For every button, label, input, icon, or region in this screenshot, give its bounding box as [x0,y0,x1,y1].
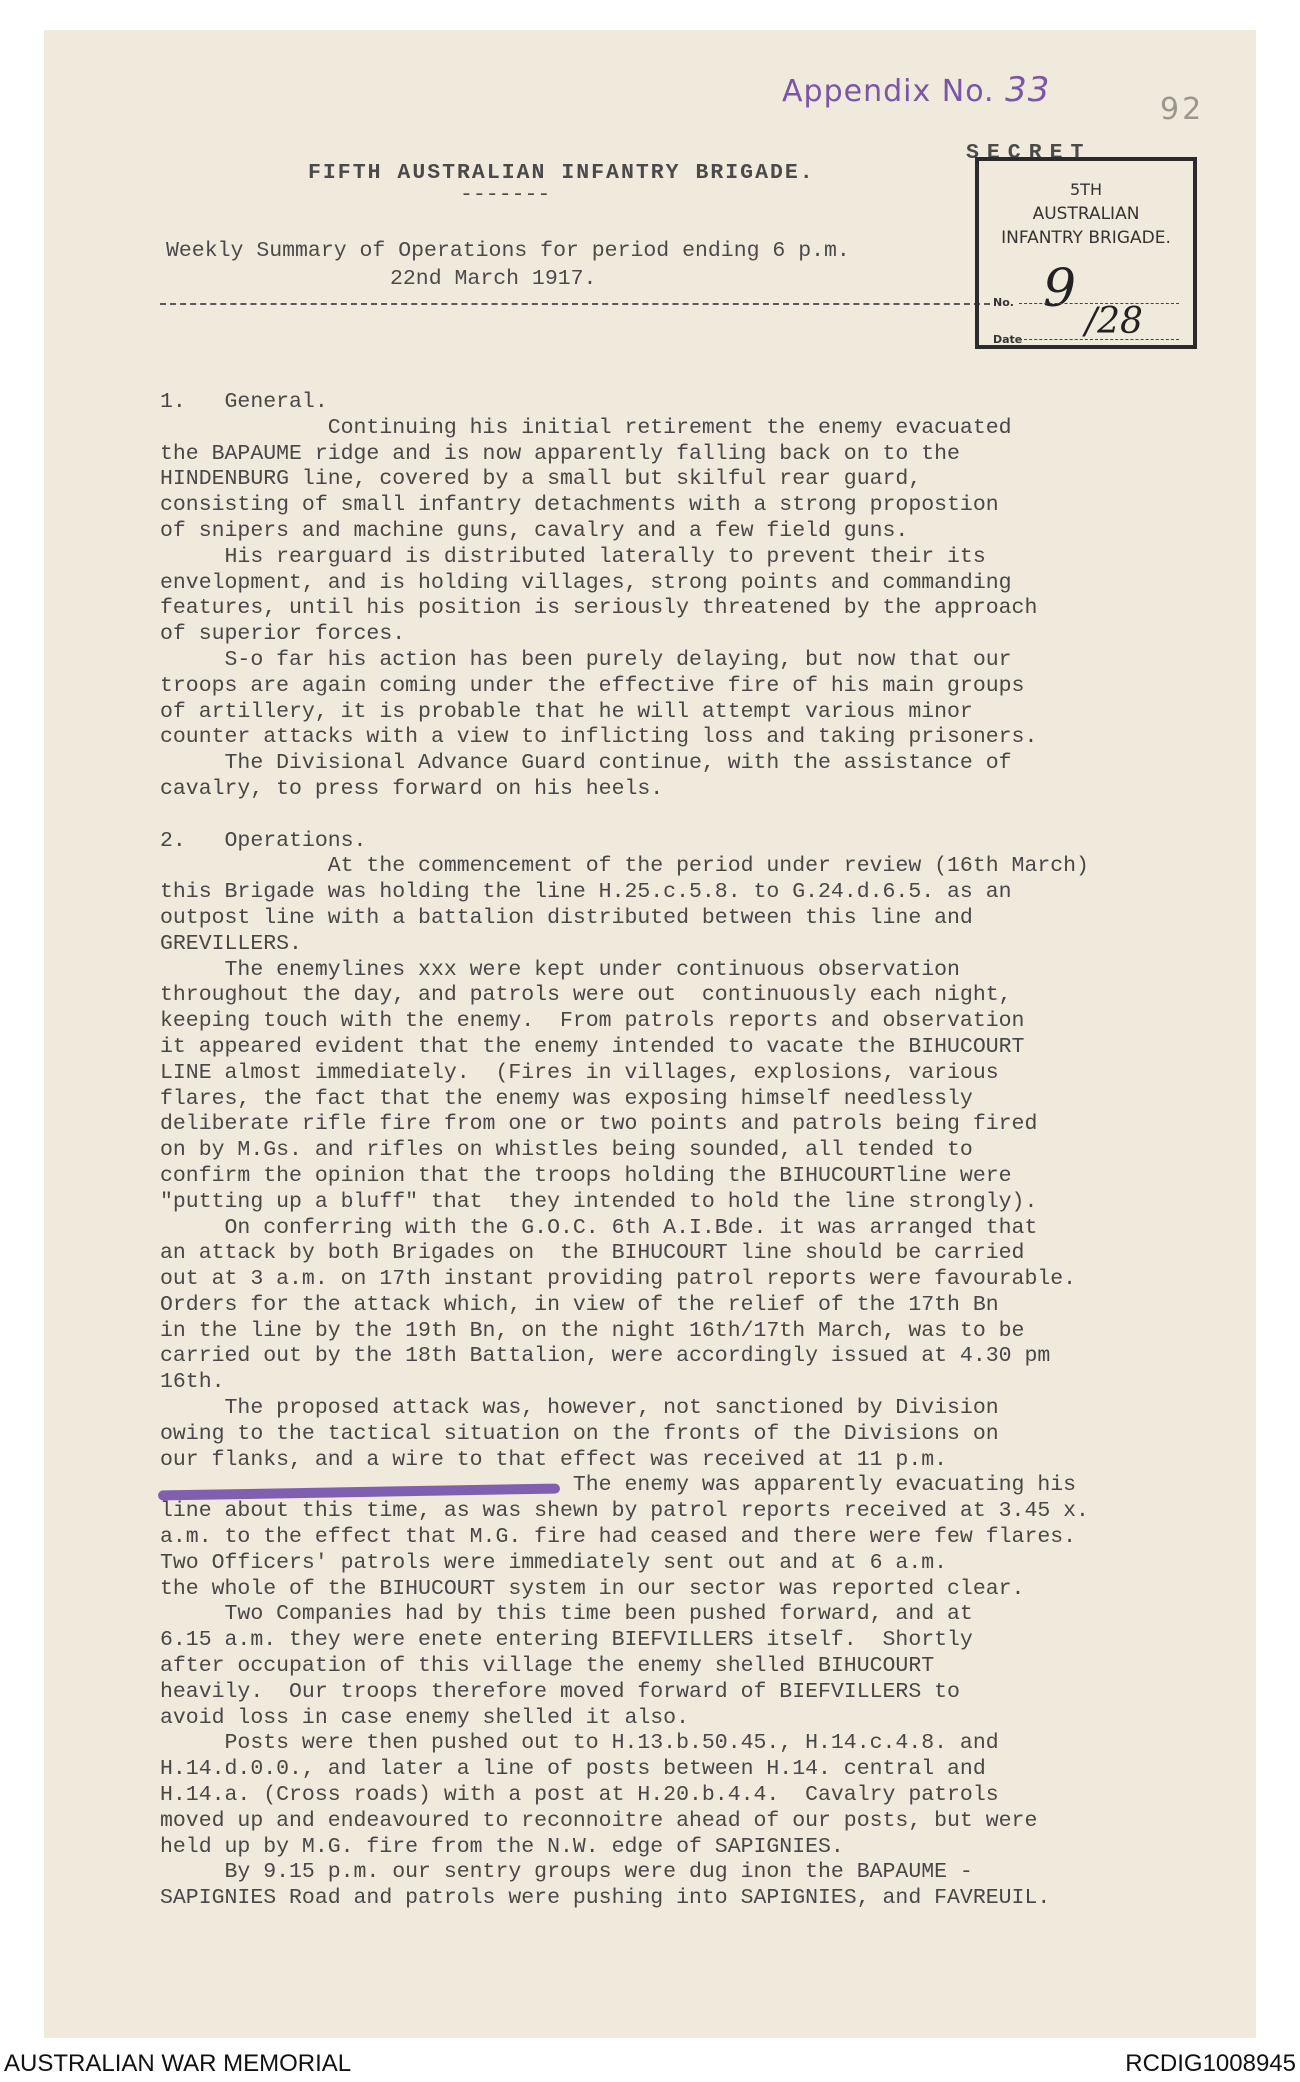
body-line: flares, the fact that the enemy was exposing himself needlessly [160,1086,973,1111]
body-line [160,803,1089,829]
body-line: 16th. [160,1370,225,1395]
body-line: our flanks, and a wire to that effect was received at 11 p.m. [160,1447,948,1472]
body-line: 6.15 a.m. they were enete entering BIEFVILLERS itself. Shortly [160,1628,973,1653]
body-line: The Divisional Advance Guard continue, with the assistance of [160,751,1012,776]
body-line: HINDENBURG line, covered by a small but skilful rear guard, [160,467,922,492]
stamp-date-label: Date [993,333,1023,346]
body-line: By 9.15 p.m. our sentry groups were dug inon the BAPAUME - [160,1860,973,1885]
body-line: The enemylines xxx were kept under continuous observation [160,957,960,982]
body-line: keeping touch with the enemy. From patrols reports and observation [160,1009,1025,1034]
body-line: on by M.Gs. and rifles on whistles being sounded, all tended to [160,1138,973,1163]
page-number: 92 [1160,92,1205,127]
body-line: carried out by the 18th Battalion, were accordingly issued at 4.30 pm [160,1344,1051,1369]
stamp-line-2: AUSTRALIAN [1032,204,1140,224]
classification-marking: SECRET [966,141,1092,165]
body-line: this Brigade was holding the line H.25.c.5.8. to G.24.d.6.5. as an [160,880,1012,905]
body-line: throughout the day, and patrols were out continuously each night, [160,983,1012,1008]
document-subtitle-line1: Weekly Summary of Operations for period ending 6 p.m. [166,239,850,263]
stamp-handwritten-number: 9 [1043,259,1077,319]
body-line: held up by M.G. fire from the N.W. edge of SAPIGNIES. [160,1834,844,1859]
body-line: owing to the tactical situation on the fronts of the Divisions on [160,1421,999,1446]
body-line: after occupation of this village the enemy shelled BIHUCOURT [160,1654,935,1679]
body-line: Continuing his initial retirement the enemy evacuated [160,415,1012,440]
appendix-number: 33 [1005,70,1051,110]
body-line: avoid loss in case enemy shelled it also. [160,1705,689,1730]
body-line: the BAPAUME ridge and is now apparently falling back on to the [160,441,960,466]
stamp-date-line [1019,339,1179,340]
body-line: envelopment, and is holding villages, strong points and commanding [160,570,1012,595]
body-line: LINE almost immediately. (Fires in villages, explosions, various [160,1060,999,1085]
header-divider [160,303,990,305]
body-line: heavily. Our troops therefore moved forward of BIEFVILLERS to [160,1679,960,1704]
body-line: GREVILLERS. [160,931,302,956]
body-line: Two Officers' patrols were immediately sent out and at 6 a.m. [160,1550,948,1575]
footer-source: AUSTRALIAN WAR MEMORIAL [4,2050,352,2077]
body-line: confirm the opinion that the troops holding the BIHUCOURTline were [160,1163,1012,1188]
body-line: line about this time, as was shewn by patrol reports received at 3.45 x. [160,1499,1089,1524]
body-line: an attack by both Brigades on the BIHUCOURT line should be carried [160,1241,1025,1266]
body-line: "putting up a bluff" that they intended to hold the line strongly). [160,1189,1038,1214]
stamp-number-label: No. [993,296,1014,309]
body-line: features, until his position is seriously threatened by the approach [160,596,1038,621]
stamp-number-line [1019,303,1179,304]
body-line: cavalry, to press forward on his heels. [160,776,664,801]
body-line: Orders for the attack which, in view of the relief of the 17th Bn [160,1292,999,1317]
body-line: The enemy was apparently evacuating his [160,1473,1077,1498]
body-line: SAPIGNIES Road and patrols were pushing into SAPIGNIES, and FAVREUIL. [160,1886,1051,1911]
appendix-stamp [782,70,1050,110]
body-line: of snipers and machine guns, cavalry and a few field guns. [160,518,909,543]
body-line: troops are again coming under the effective fire of his main groups [160,673,1025,698]
footer-reference: RCDIG1008945 [1125,2050,1296,2077]
body-line: of artillery, it is probable that he will attempt various minor [160,699,973,724]
body-line: in the line by the 19th Bn, on the night 16th/17th March, was to be [160,1318,1025,1343]
title-rule: ------- [460,183,551,207]
body-line: Two Companies had by this time been pushed forward, and at [160,1602,973,1627]
body-line: it appeared evident that the enemy intended to vacate the BIHUCOURT [160,1034,1025,1059]
body-line: H.14.a. (Cross roads) with a post at H.20.b.4.4. Cavalry patrols [160,1783,999,1808]
body-line: outpost line with a battalion distributed between this line and [160,905,973,930]
body-line: of superior forces. [160,622,406,647]
brigade-registry-stamp [975,157,1197,349]
body-line: moved up and endeavoured to reconnoitre ahead of our posts, but were [160,1808,1038,1833]
body-line: Posts were then pushed out to H.13.b.50.45., H.14.c.4.8. and [160,1731,999,1756]
appendix-label: Appendix No. [782,74,995,109]
body-line: At the commencement of the period under review (16th March) [160,854,1089,879]
document-body [160,390,1089,1912]
document-subtitle-line2: 22nd March 1917. [390,267,597,291]
body-line: a.m. to the effect that M.G. fire had ceased and there were few flares. [160,1525,1077,1550]
body-line: 2. Operations. [160,828,367,853]
body-line: H.14.d.0.0., and later a line of posts between H.14. central and [160,1757,986,1782]
body-line: consisting of small infantry detachments with a strong propostion [160,493,999,518]
document-title: FIFTH AUSTRALIAN INFANTRY BRIGADE. [308,161,815,185]
stamp-line-1: 5TH [1070,180,1102,199]
body-line: 1. General. [160,390,328,414]
body-line: the whole of the BIHUCOURT system in our sector was reported clear. [160,1576,1025,1601]
body-line: The proposed attack was, however, not sanctioned by Division [160,1396,999,1421]
stamp-handwritten-date: /28 [1085,301,1143,342]
body-line: out at 3 a.m. on 17th instant providing patrol reports were favourable. [160,1267,1077,1292]
body-line: His rearguard is distributed laterally to prevent their its [160,544,986,569]
body-line: deliberate rifle fire from one or two points and patrols being fired [160,1112,1038,1137]
stamp-line-3: INFANTRY BRIGADE. [1001,228,1171,248]
body-line: counter attacks with a view to inflicting loss and taking prisoners. [160,725,1038,750]
body-line: S-o far his action has been purely delaying, but now that our [160,647,1012,672]
body-line: On conferring with the G.O.C. 6th A.I.Bde. it was arranged that [160,1215,1038,1240]
